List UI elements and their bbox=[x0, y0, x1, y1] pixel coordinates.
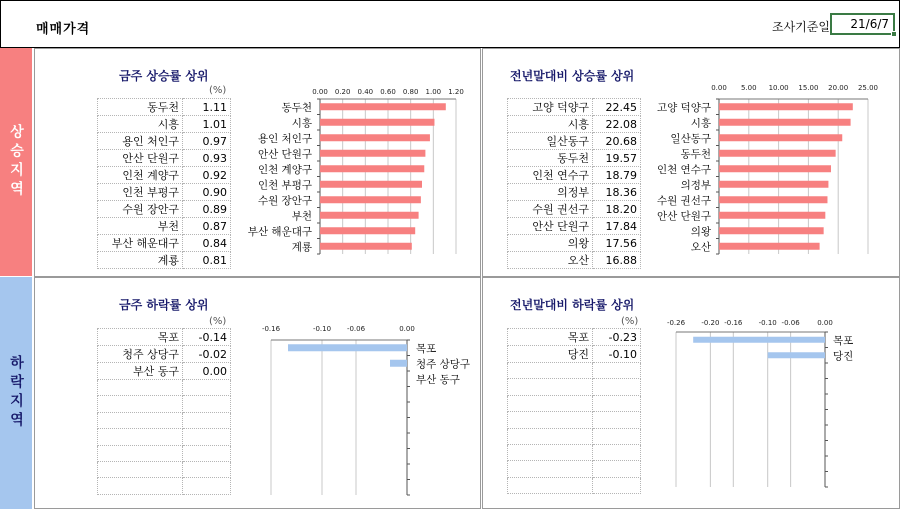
x-tick-label: -0.10 bbox=[758, 319, 777, 327]
weekly-fall-unit: (%) bbox=[209, 316, 227, 327]
x-tick-label: 10.00 bbox=[768, 84, 789, 92]
bar bbox=[719, 196, 827, 203]
bar bbox=[719, 243, 820, 250]
change-value-cell[interactable]: 0.00 bbox=[183, 363, 231, 380]
category-label: 계룡 bbox=[291, 241, 312, 254]
category-label: 고양 덕양구 bbox=[656, 101, 711, 114]
change-value-cell[interactable]: 0.90 bbox=[183, 184, 231, 201]
bar bbox=[288, 344, 407, 351]
category-label: 시흥 bbox=[690, 117, 711, 130]
bar bbox=[390, 360, 407, 367]
x-tick-label: 0.20 bbox=[334, 88, 351, 96]
x-tick-label: 0.00 bbox=[817, 319, 833, 327]
yearly-fall-chart bbox=[483, 318, 900, 508]
category-label: 목포 bbox=[833, 334, 854, 347]
x-tick-label: 0.60 bbox=[380, 88, 396, 96]
yearly-rise-chart bbox=[483, 84, 900, 277]
change-value-cell[interactable]: -0.14 bbox=[183, 329, 231, 346]
survey-date-cell[interactable] bbox=[830, 13, 895, 35]
category-label: 당진 bbox=[833, 350, 854, 363]
region-name-cell[interactable]: 일산동구 bbox=[508, 133, 593, 150]
category-label: 부산 동구 bbox=[416, 373, 460, 386]
yearly-rise-panel bbox=[482, 48, 900, 277]
change-value-cell[interactable]: 22.08 bbox=[593, 116, 641, 133]
category-label: 일산동구 bbox=[670, 132, 711, 145]
category-label: 인천 계양구 bbox=[257, 163, 312, 176]
change-value-cell[interactable]: 1.11 bbox=[183, 99, 231, 116]
region-name-cell[interactable]: 인천 연수구 bbox=[508, 167, 593, 184]
x-tick-label: 20.00 bbox=[828, 84, 849, 92]
change-value-cell[interactable]: 0.87 bbox=[183, 218, 231, 235]
bar bbox=[693, 337, 825, 343]
region-name-cell[interactable]: 인천 계양구 bbox=[98, 167, 183, 184]
bar bbox=[719, 134, 842, 141]
bar bbox=[768, 352, 825, 358]
bar bbox=[320, 119, 434, 126]
bar bbox=[719, 119, 851, 126]
change-value-cell[interactable]: 0.84 bbox=[183, 235, 231, 252]
change-value-cell[interactable]: 18.20 bbox=[593, 201, 641, 218]
x-tick-label: -0.26 bbox=[666, 319, 686, 327]
bar bbox=[719, 181, 828, 188]
x-tick-label: -0.16 bbox=[261, 325, 281, 333]
weekly-fall-panel bbox=[34, 277, 481, 509]
bar bbox=[320, 227, 415, 234]
falling-region-text: 하락지역 bbox=[8, 355, 24, 431]
bar bbox=[320, 181, 422, 188]
x-tick-label: 1.00 bbox=[425, 88, 442, 96]
x-tick-label: 0.80 bbox=[402, 88, 419, 96]
yearly-fall-panel bbox=[482, 277, 900, 509]
region-name-cell[interactable]: 용인 처인구 bbox=[98, 133, 183, 150]
change-value-cell[interactable]: 22.45 bbox=[593, 99, 641, 116]
x-tick-label: 0.00 bbox=[399, 325, 415, 333]
page-header bbox=[0, 0, 900, 48]
weekly-rise-panel bbox=[34, 48, 481, 277]
survey-date-label: 조사기준일 bbox=[772, 20, 830, 34]
x-tick-label: 0.40 bbox=[357, 88, 374, 96]
weekly-rise-chart bbox=[35, 87, 482, 277]
weekly-rise-title: 금주 상승률 상위 bbox=[119, 69, 209, 83]
change-value-cell[interactable]: 19.57 bbox=[593, 150, 641, 167]
category-label: 오산 bbox=[690, 241, 711, 254]
change-value-cell[interactable]: 17.56 bbox=[593, 235, 641, 252]
weekly-fall-title: 금주 하락률 상위 bbox=[119, 298, 209, 312]
region-name-cell[interactable]: 의정부 bbox=[508, 184, 593, 201]
yearly-rise-title: 전년말대비 상승률 상위 bbox=[510, 69, 635, 83]
x-tick-label: -0.06 bbox=[781, 319, 800, 327]
change-value-cell[interactable]: 16.88 bbox=[593, 252, 641, 269]
change-value-cell[interactable]: 0.81 bbox=[183, 252, 231, 269]
bar bbox=[719, 212, 825, 219]
category-label: 의왕 bbox=[690, 225, 711, 238]
region-name-cell[interactable]: 인천 부평구 bbox=[98, 184, 183, 201]
bar bbox=[719, 103, 853, 110]
region-name-cell[interactable]: 동두천 bbox=[98, 99, 183, 116]
region-name-cell[interactable]: 청주 상당구 bbox=[98, 346, 183, 363]
change-value-cell[interactable]: 0.89 bbox=[183, 201, 231, 218]
x-tick-label: 25.00 bbox=[857, 84, 879, 92]
change-value-cell[interactable]: 17.84 bbox=[593, 218, 641, 235]
change-value-cell[interactable]: -0.23 bbox=[593, 329, 641, 346]
change-value-cell[interactable]: 18.79 bbox=[593, 167, 641, 184]
weekly-rise-unit: (%) bbox=[209, 85, 227, 96]
category-label: 부천 bbox=[291, 210, 312, 223]
bar bbox=[320, 103, 446, 110]
yearly-fall-title: 전년말대비 하락률 상위 bbox=[510, 298, 635, 312]
x-tick-label: -0.20 bbox=[701, 319, 720, 327]
category-label: 수원 장안구 bbox=[257, 194, 312, 207]
bar bbox=[320, 150, 425, 157]
bar bbox=[320, 165, 424, 172]
region-name-cell[interactable]: 부천 bbox=[98, 218, 183, 235]
x-tick-label: 5.00 bbox=[741, 84, 757, 92]
category-label: 수원 권선구 bbox=[656, 194, 711, 207]
change-value-cell[interactable]: 18.36 bbox=[593, 184, 641, 201]
survey-date-value: 21/6/7 bbox=[850, 17, 889, 31]
region-name-cell[interactable]: 수원 권선구 bbox=[508, 201, 593, 218]
region-name-cell[interactable]: 고양 덕양구 bbox=[508, 99, 593, 116]
region-name-cell[interactable]: 동두천 bbox=[508, 150, 593, 167]
region-name-cell[interactable]: 수원 장안구 bbox=[98, 201, 183, 218]
region-name-cell[interactable]: 당진 bbox=[508, 346, 593, 363]
bar bbox=[719, 227, 824, 234]
category-label: 목포 bbox=[416, 342, 437, 355]
page-title: 매매가격 bbox=[36, 22, 91, 37]
x-tick-label: 0.00 bbox=[312, 88, 328, 96]
change-value-cell[interactable]: -0.02 bbox=[183, 346, 231, 363]
region-name-cell[interactable]: 계룡 bbox=[98, 252, 183, 269]
bar bbox=[320, 134, 430, 141]
change-value-cell[interactable]: 1.01 bbox=[183, 116, 231, 133]
region-name-cell[interactable]: 목포 bbox=[98, 329, 183, 346]
rising-region-label bbox=[0, 48, 32, 276]
category-label: 동두천 bbox=[281, 101, 312, 114]
category-label: 인천 연수구 bbox=[656, 163, 711, 176]
change-value-cell[interactable]: 0.97 bbox=[183, 133, 231, 150]
change-value-cell[interactable]: 20.68 bbox=[593, 133, 641, 150]
x-tick-label: 15.00 bbox=[798, 84, 819, 92]
x-tick-label: 1.20 bbox=[448, 88, 464, 96]
region-name-cell[interactable]: 안산 단원구 bbox=[98, 150, 183, 167]
region-name-cell[interactable]: 시흥 bbox=[508, 116, 593, 133]
region-name-cell[interactable]: 오산 bbox=[508, 252, 593, 269]
category-label: 청주 상당구 bbox=[416, 358, 471, 371]
category-label: 동두천 bbox=[680, 148, 711, 161]
category-label: 시흥 bbox=[291, 117, 312, 130]
rising-region-text: 상승지역 bbox=[8, 124, 24, 200]
region-name-cell[interactable]: 시흥 bbox=[98, 116, 183, 133]
category-label: 용인 처인구 bbox=[257, 132, 312, 145]
cell-fill-handle[interactable] bbox=[891, 31, 897, 37]
change-value-cell[interactable]: -0.10 bbox=[593, 346, 641, 363]
x-tick-label: 0.00 bbox=[711, 84, 727, 92]
change-value-cell[interactable]: 0.93 bbox=[183, 150, 231, 167]
bar bbox=[719, 150, 836, 157]
bar bbox=[320, 243, 412, 250]
x-tick-label: -0.16 bbox=[724, 319, 743, 327]
bar bbox=[320, 196, 421, 203]
region-name-cell[interactable]: 안산 단원구 bbox=[508, 218, 593, 235]
weekly-fall-chart bbox=[35, 318, 482, 508]
region-name-cell[interactable]: 부산 동구 bbox=[98, 363, 183, 380]
region-name-cell[interactable]: 목포 bbox=[508, 329, 593, 346]
x-tick-label: -0.06 bbox=[346, 325, 366, 333]
category-label: 의정부 bbox=[680, 179, 711, 192]
bar bbox=[719, 165, 831, 172]
change-value-cell[interactable]: 0.92 bbox=[183, 167, 231, 184]
bar bbox=[320, 212, 419, 219]
region-name-cell[interactable]: 부산 해운대구 bbox=[98, 235, 183, 252]
yearly-fall-unit: (%) bbox=[621, 316, 639, 327]
category-label: 부산 해운대구 bbox=[247, 225, 312, 238]
category-label: 인천 부평구 bbox=[257, 179, 312, 192]
category-label: 안산 단원구 bbox=[257, 148, 312, 161]
region-name-cell[interactable]: 의왕 bbox=[508, 235, 593, 252]
category-label: 안산 단원구 bbox=[656, 210, 711, 223]
x-tick-label: -0.10 bbox=[312, 325, 332, 333]
falling-region-label bbox=[0, 277, 32, 509]
